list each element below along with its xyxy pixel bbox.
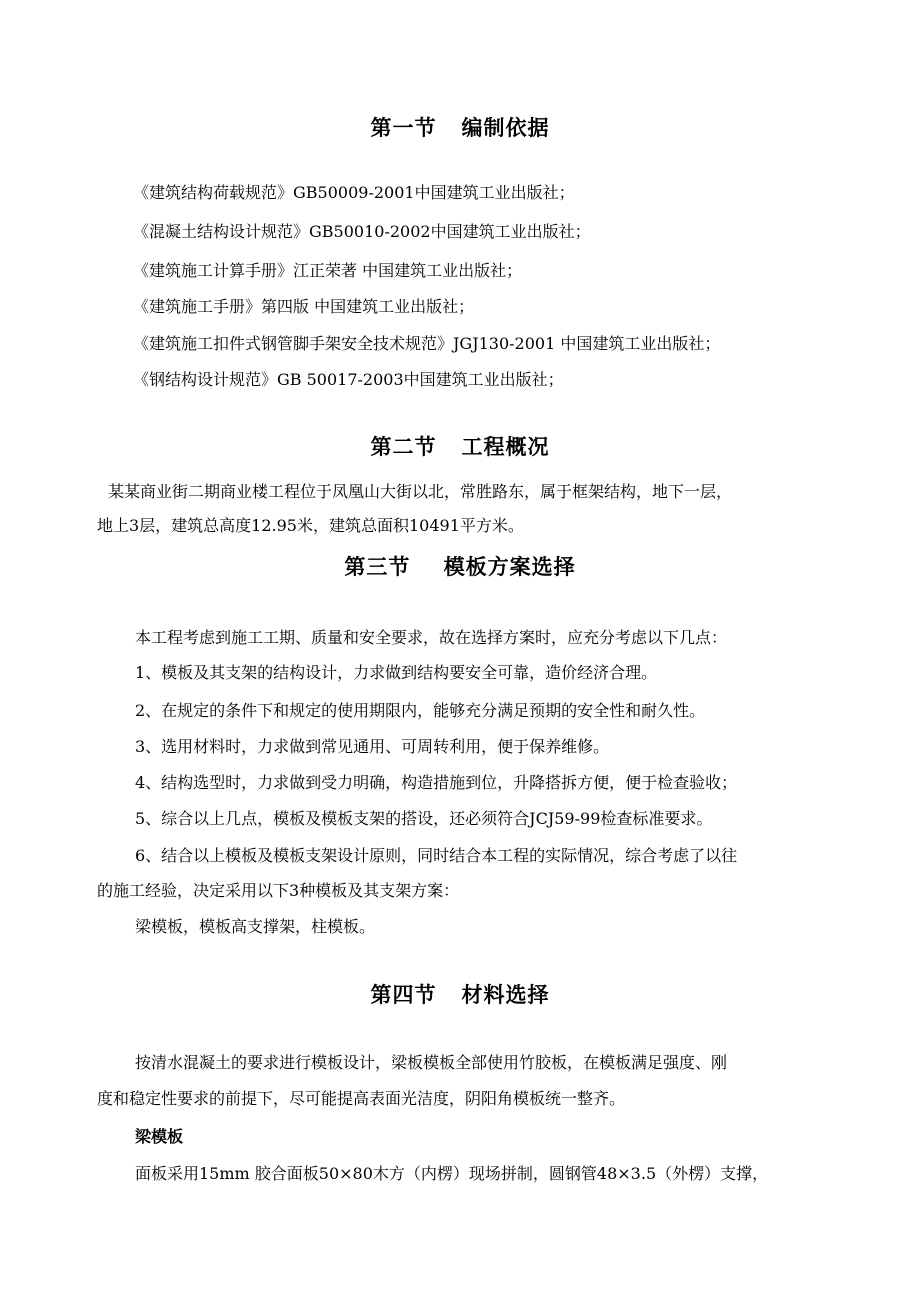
section-4-heading: 第四节 材料选择: [370, 983, 550, 1007]
beam-formwork-line: 面板采用15mm 胶合面板50×80木方（内楞）现场拼制，圆钢管48×3.5（外楞）支撑，: [135, 1164, 769, 1183]
scheme-point: 5、综合以上几点，模板及模板支架的搭设，还必须符合JCJ59-99检查标准要求。: [135, 809, 713, 828]
reference-item: 《钢结构设计规范》GB 50017-2003中国建筑工业出版社；: [133, 370, 564, 389]
reference-item: 《建筑施工计算手册》江正荣著 中国建筑工业出版社；: [133, 261, 523, 280]
section-2-heading: 第二节 工程概况: [370, 435, 550, 459]
overview-line: 某某商业街二期商业楼工程位于凤凰山大街以北，常胜路东，属于框架结构，地下一层，: [108, 482, 733, 501]
materials-line: 度和稳定性要求的前提下，尽可能提高表面光洁度，阴阳角模板统一整齐。: [97, 1089, 626, 1108]
scheme-intro: 本工程考虑到施工工期、质量和安全要求，故在选择方案时，应充分考虑以下几点：: [135, 628, 728, 647]
beam-formwork-subheading: 梁模板: [135, 1127, 184, 1146]
reference-item: 《混凝土结构设计规范》GB50010-2002中国建筑工业出版社；: [133, 222, 591, 241]
reference-item: 《建筑结构荷载规范》GB50009-2001中国建筑工业出版社；: [133, 183, 575, 202]
section-1-heading: 第一节 编制依据: [370, 116, 550, 140]
section-3-heading: 第三节 模板方案选择: [344, 555, 576, 579]
reference-item: 《建筑施工扣件式钢管脚手架安全技术规范》JGJ130-2001 中国建筑工业出版社；: [133, 334, 721, 353]
scheme-point: 1、模板及其支架的结构设计，力求做到结构要安全可靠，造价经济合理。: [135, 663, 658, 682]
scheme-point: 4、结构选型时，力求做到受力明确，构造措施到位，升降搭拆方便，便于检查验收；: [135, 773, 738, 792]
reference-item: 《建筑施工手册》第四版 中国建筑工业出版社；: [133, 297, 475, 316]
overview-line: 地上3层，建筑总高度12.95米，建筑总面积10491平方米。: [97, 516, 524, 535]
scheme-conclusion: 梁模板，模板高支撑架，柱模板。: [135, 917, 376, 936]
scheme-point: 3、选用材料时，力求做到常见通用、可周转利用，便于保养维修。: [135, 737, 610, 756]
materials-line: 按清水混凝土的要求进行模板设计，梁板模板全部使用竹胶板，在模板满足强度、刚: [135, 1053, 728, 1072]
scheme-point: 6、结合以上模板及模板支架设计原则，同时结合本工程的实际情况，综合考虑了以往: [135, 846, 738, 865]
scheme-point: 2、在规定的条件下和规定的使用期限内，能够充分满足预期的安全性和耐久性。: [135, 701, 706, 720]
scheme-point-continuation: 的施工经验，决定采用以下3种模板及其支架方案：: [97, 881, 460, 900]
